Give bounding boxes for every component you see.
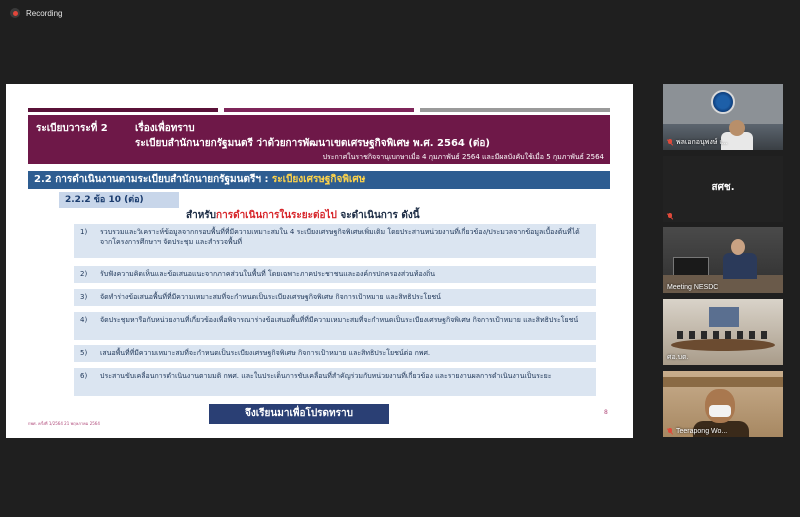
list-item — [74, 266, 596, 283]
participant-name: ศอ.บต. — [667, 354, 689, 361]
shared-screen-slide — [6, 84, 633, 438]
item-text: จัดทำร่างข้อเสนอพื้นที่ที่มีความเหมาะสมที่จะกำหนดเป็นระเบียงเศรษฐกิจพิเศษ กิจการเป้าหมาย และสิทธิประโยชน์ — [100, 293, 441, 301]
section-title-bar — [28, 171, 610, 189]
participant-tile[interactable] — [663, 371, 783, 437]
list-item — [74, 289, 596, 306]
subsection-label: 2.2.2 ข้อ 10 (ต่อ) — [59, 192, 179, 208]
closing-statement: จึงเรียนมาเพื่อโปรดทราบ — [209, 404, 389, 424]
slide-headline — [186, 208, 420, 223]
participant-tile[interactable] — [663, 84, 783, 150]
subject-label: เรื่องเพื่อทราบ — [135, 123, 195, 134]
item-number: 6) — [80, 372, 88, 380]
participant-name-tag — [667, 213, 676, 220]
item-text: รวบรวมและวิเคราะห์ข้อมูลจากกรอบพื้นที่ที่มีความเหมาะสมใน 4 ระเบียงเศรษฐกิจพิเศษเพิ่มเติม โดยประสานหน่วยงานที่เกี่ยวข้อง/ประมวลจากข้อมูลเบื้องต้นที่ได้จากโครงการศึกษาฯ จัดประชุม และสำรวจพื้นที่ — [100, 228, 580, 246]
participant-tile[interactable] — [663, 156, 783, 222]
agenda-label: ระเบียบวาระที่ 2 — [36, 123, 108, 134]
participant-name-tag — [667, 428, 727, 435]
header-stripe — [420, 108, 610, 112]
recording-dot-icon — [10, 8, 20, 18]
list-item — [74, 312, 596, 340]
item-number: 5) — [80, 349, 88, 357]
mic-muted-icon — [667, 139, 673, 146]
slide-footnote: กพศ. ครั้งที่ 1/2564 21 พฤษภาคม 2564 — [28, 421, 100, 426]
item-number: 3) — [80, 293, 88, 301]
slide-page-number: 8 — [604, 409, 608, 416]
participant-center-label: สศช. — [711, 182, 735, 193]
list-item — [74, 345, 596, 362]
mic-muted-icon — [667, 213, 673, 220]
headline-post: จะดำเนินการ ดังนี้ — [336, 210, 420, 221]
item-number: 1) — [80, 228, 88, 236]
participant-tile-active-speaker[interactable] — [663, 227, 783, 293]
item-text: รับฟังความคิดเห็นและข้อเสนอแนะจากภาคส่วนในพื้นที่ โดยเฉพาะภาคประชาชนและองค์กรปกครองส่วนท้องถิ่น — [100, 270, 436, 278]
recording-label: Recording — [26, 8, 63, 18]
item-number: 2) — [80, 270, 88, 278]
participant-name-tag — [667, 352, 689, 363]
emblem-icon — [711, 90, 735, 114]
participant-name-tag — [667, 284, 718, 291]
recording-indicator[interactable] — [10, 8, 62, 18]
item-text: ประสานขับเคลื่อนการดำเนินงานตามมติ กพศ. และในประเด็นการขับเคลื่อนที่สำคัญร่วมกับหน่วยงานที่เกี่ยวข้อง และรายงานผลการดำเนินงานเป็นระยะ — [100, 372, 552, 380]
list-item — [74, 368, 596, 396]
participant-name: Teerapong Wo... — [676, 428, 728, 435]
section-title: 2.2 การดำเนินงานตามระเบียบสำนักนายกรัฐมนตรีฯ : — [34, 174, 272, 185]
headline-pre: สำหรับ — [186, 210, 217, 221]
section-highlight: ระเบียงเศรษฐกิจพิเศษ — [271, 174, 366, 185]
header-stripe — [28, 108, 218, 112]
header-stripe — [224, 108, 414, 112]
participant-name: Meeting NESDC — [667, 284, 719, 291]
list-item — [74, 224, 596, 258]
regulation-title: ระเบียบสำนักนายกรัฐมนตรี ว่าด้วยการพัฒนาเขตเศรษฐกิจพิเศษ พ.ศ. 2564 (ต่อ) — [135, 138, 490, 149]
participant-name: พลเอกอนุพงษ์ เ... — [676, 139, 728, 146]
participant-name-tag — [667, 137, 728, 148]
headline-highlight: การดำเนินการในระยะต่อไป — [216, 210, 337, 221]
slide-header — [28, 115, 610, 164]
item-number: 4) — [80, 316, 88, 324]
mic-muted-icon — [667, 428, 673, 435]
announcement-text: ประกาศในราชกิจจานุเบกษาเมื่อ 4 กุมภาพันธ์ 2564 และมีผลบังคับใช้เมื่อ 5 กุมภาพันธ์ 2564 — [322, 153, 604, 161]
item-text: จัดประชุมหารือกับหน่วยงานที่เกี่ยวข้องเพื่อพิจารณาร่างข้อเสนอพื้นที่ที่มีความเหมาะสมที่จะกำหนดเป็นระเบียงเศรษฐกิจพิเศษ กิจการเป้าหมาย และสิทธิประโยชน์ — [100, 316, 579, 324]
item-text: เสนอพื้นที่ที่มีความเหมาะสมที่จะกำหนดเป็นระเบียงเศรษฐกิจพิเศษ กิจการเป้าหมาย และสิทธิประโยชน์ต่อ กพศ. — [100, 349, 431, 357]
participant-tile[interactable] — [663, 299, 783, 365]
